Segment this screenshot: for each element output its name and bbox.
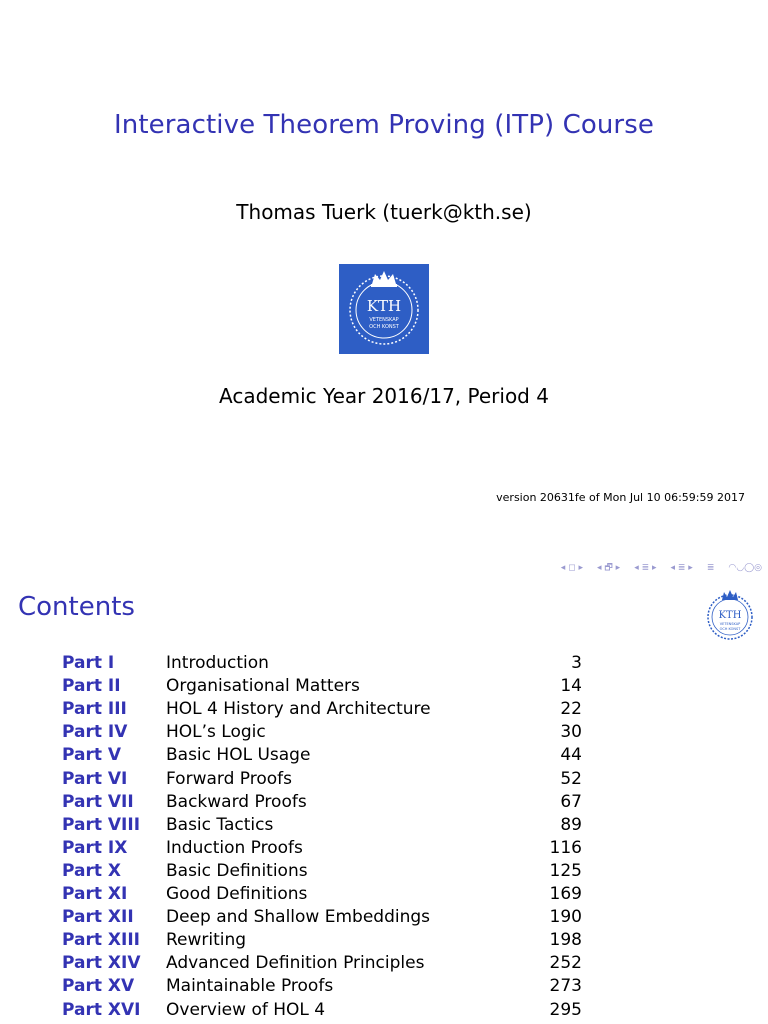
toc-part-link[interactable]: Part XIV <box>62 953 141 974</box>
toc-part-link[interactable]: Part IV <box>62 722 128 743</box>
toc-row[interactable] <box>0 1000 768 1023</box>
toc-page-number: 198 <box>549 930 582 951</box>
toc-part-link[interactable]: Part VII <box>62 791 134 812</box>
toc-part-link[interactable]: Part III <box>62 699 127 720</box>
toc-part-title: Basic Definitions <box>166 860 308 881</box>
small-logo-subtext-2: OCH KONST <box>719 627 741 631</box>
toc-part-link[interactable]: Part II <box>62 676 121 697</box>
toc-page-number: 22 <box>560 699 582 720</box>
beamer-navigation-bar <box>561 560 762 576</box>
toc-row[interactable] <box>0 722 768 745</box>
toc-part-title: Basic Tactics <box>166 814 274 835</box>
toc-page-number: 44 <box>560 745 582 766</box>
toc-part-link[interactable]: Part XV <box>62 976 135 997</box>
toc-page-number: 30 <box>560 722 582 743</box>
toc-part-title: Backward Proofs <box>166 791 307 812</box>
academic-period: Academic Year 2016/17, Period 4 <box>219 384 549 408</box>
toc-part-title: Organisational Matters <box>166 676 360 697</box>
toc-part-title: Introduction <box>166 653 269 673</box>
toc-part-title: HOL’s Logic <box>166 722 266 743</box>
toc-part-title: Advanced Definition Principles <box>166 953 425 974</box>
toc-page-number: 190 <box>549 907 582 928</box>
toc-part-link[interactable]: Part XI <box>62 884 128 904</box>
toc-part-title: HOL 4 History and Architecture <box>166 699 431 720</box>
nav-subsection-button[interactable]: ◂ 🗗 ▸ <box>596 563 621 573</box>
kth-seal-icon <box>704 586 756 642</box>
toc-row[interactable] <box>0 815 768 838</box>
toc-row[interactable] <box>0 769 768 792</box>
toc-row[interactable] <box>0 930 768 953</box>
toc-page-number: 89 <box>560 814 582 835</box>
author-line: Thomas Tuerk (tuerk@kth.se) <box>236 200 532 224</box>
toc-row[interactable] <box>0 676 768 699</box>
toc-row[interactable] <box>0 907 768 930</box>
toc-part-link[interactable]: Part VI <box>62 768 128 789</box>
kth-logo-icon <box>339 264 429 354</box>
toc-row[interactable] <box>0 653 768 676</box>
toc-row[interactable] <box>0 884 768 907</box>
toc-part-link[interactable]: Part IX <box>62 837 128 858</box>
toc-row[interactable] <box>0 838 768 861</box>
toc-part-title: Deep and Shallow Embeddings <box>166 907 431 928</box>
toc-page-number: 116 <box>549 837 582 858</box>
toc-page-number: 3 <box>571 653 582 673</box>
toc-page-number: 67 <box>560 791 582 812</box>
toc-page-number: 14 <box>560 676 582 697</box>
toc-part-title: Forward Proofs <box>166 768 292 789</box>
toc-row[interactable] <box>0 699 768 722</box>
kth-logo <box>339 264 429 354</box>
toc-part-title: Rewriting <box>166 930 247 951</box>
toc-page-number: 273 <box>549 976 582 997</box>
nav-part-button[interactable]: ◂ ≣ ▸ <box>670 563 693 573</box>
toc-part-title: Basic HOL Usage <box>166 745 311 766</box>
toc-row[interactable] <box>0 953 768 976</box>
toc-page-number: 295 <box>549 999 582 1020</box>
toc-page-number: 125 <box>549 860 582 881</box>
toc-row[interactable] <box>0 745 768 768</box>
logo-text: KTH <box>366 297 402 315</box>
toc-part-title: Maintainable Proofs <box>166 976 334 997</box>
logo-subtext-1: VETENSKAP <box>369 317 399 323</box>
contents-slide <box>0 576 768 1024</box>
small-logo-text: KTH <box>718 610 742 621</box>
toc-page-number: 252 <box>549 953 582 974</box>
toc-part-link[interactable]: Part X <box>62 860 122 881</box>
toc-row[interactable] <box>0 976 768 999</box>
nav-toc-button[interactable]: ≣ <box>706 563 715 573</box>
toc-row[interactable] <box>0 861 768 884</box>
nav-section-button[interactable]: ◂ ≣ ▸ <box>634 563 657 573</box>
version-text: version 20631fe of Mon Jul 10 06:59:59 2017 <box>496 491 745 504</box>
toc-part-link[interactable]: Part XIII <box>62 930 140 951</box>
nav-search-button[interactable]: ◠◡◯◎ <box>728 563 762 573</box>
toc-page-number: 52 <box>560 768 582 789</box>
toc-part-link[interactable]: Part I <box>62 653 115 673</box>
toc-part-title: Good Definitions <box>166 884 308 904</box>
toc-row[interactable] <box>0 792 768 815</box>
small-logo-subtext-1: VETENSKAP <box>719 622 741 626</box>
toc-part-link[interactable]: Part V <box>62 745 122 766</box>
kth-logo-small <box>704 586 756 642</box>
toc-part-link[interactable]: Part XVI <box>62 999 141 1020</box>
course-title: Interactive Theorem Proving (ITP) Course <box>114 110 654 140</box>
contents-heading: Contents <box>18 592 135 622</box>
nav-frame-button[interactable]: ◂ ◻ ▸ <box>560 563 583 573</box>
toc-part-link[interactable]: Part VIII <box>62 814 141 835</box>
toc-page-number: 169 <box>549 884 582 904</box>
logo-subtext-2: OCH KONST <box>369 324 399 330</box>
toc-part-link[interactable]: Part XII <box>62 907 134 928</box>
toc-part-title: Induction Proofs <box>166 837 303 858</box>
toc-part-title: Overview of HOL 4 <box>166 999 326 1020</box>
